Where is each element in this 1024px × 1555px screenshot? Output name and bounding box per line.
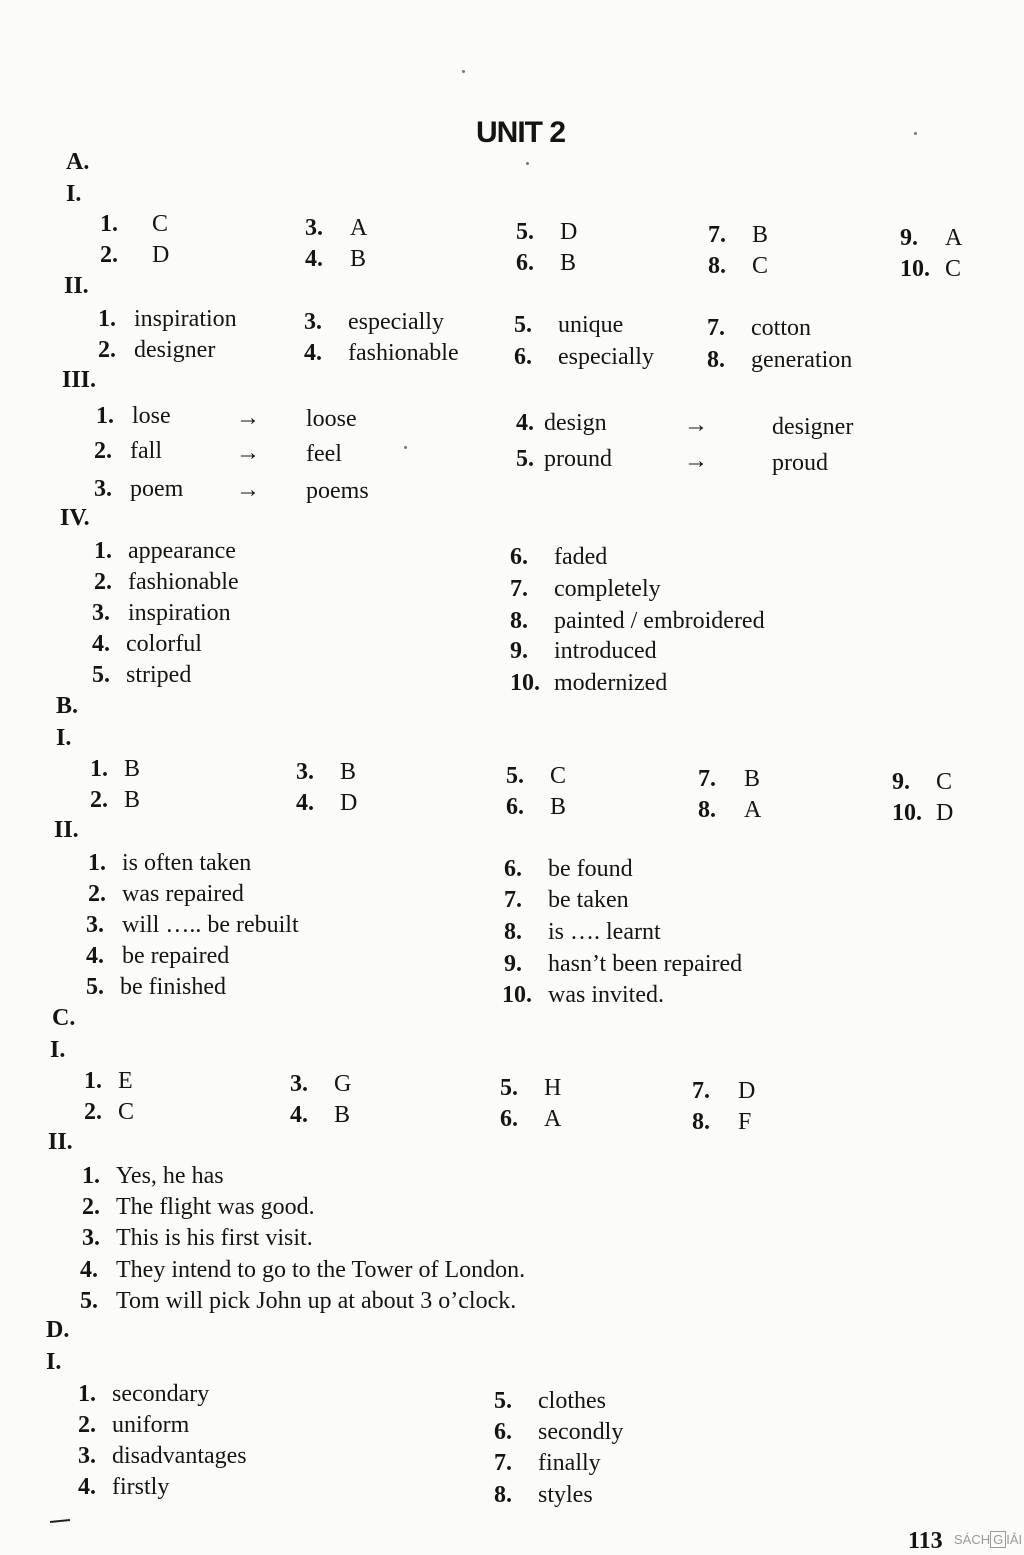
item-number: 2. xyxy=(98,337,116,363)
answer-text: proud xyxy=(772,450,828,476)
item-number: 8. xyxy=(707,347,725,373)
item-number: 8. xyxy=(504,919,522,945)
item-number: 1. xyxy=(84,1068,102,1094)
item-number: 3. xyxy=(94,476,112,502)
answer-text: B xyxy=(744,766,761,792)
item-number: 7. xyxy=(510,576,528,602)
item-number: 2. xyxy=(84,1099,102,1125)
answer-text: secondly xyxy=(538,1419,624,1445)
section-heading: II. xyxy=(48,1129,73,1155)
answer-text: inspiration xyxy=(128,600,231,626)
answer-text: striped xyxy=(126,662,192,688)
arrow-icon: → xyxy=(236,440,260,466)
section-heading: II. xyxy=(54,817,79,843)
item-number: 9. xyxy=(900,225,918,251)
item-number: 8. xyxy=(698,797,716,823)
answer-text: firstly xyxy=(112,1474,170,1500)
item-number: 6. xyxy=(494,1419,512,1445)
answer-text: be finished xyxy=(120,974,226,1000)
item-number: 1. xyxy=(78,1381,96,1407)
answer-text: is …. learnt xyxy=(548,919,661,945)
answer-text: C xyxy=(118,1099,135,1125)
item-number: 3. xyxy=(305,215,323,241)
answer-text: especially xyxy=(348,309,444,335)
item-number: 2. xyxy=(82,1194,100,1220)
answer-text: unique xyxy=(558,312,624,338)
item-number: 7. xyxy=(708,222,726,248)
item-number: 4. xyxy=(290,1102,308,1128)
answer-text: fall xyxy=(130,438,162,464)
item-number: 7. xyxy=(698,766,716,792)
answer-text: faded xyxy=(554,544,608,570)
item-number: 4. xyxy=(304,340,322,366)
scan-speck xyxy=(404,446,407,449)
answer-text: F xyxy=(738,1109,752,1135)
section-heading: IV. xyxy=(60,505,90,531)
answer-text: D xyxy=(738,1078,756,1104)
item-number: 6. xyxy=(506,794,524,820)
section-heading: III. xyxy=(62,367,97,393)
item-number: 1. xyxy=(90,756,108,782)
page-number: 113 xyxy=(908,1528,943,1554)
item-number: 6. xyxy=(504,856,522,882)
section-heading: D. xyxy=(46,1317,70,1343)
answer-text: appearance xyxy=(128,538,236,564)
answer-text: disadvantages xyxy=(112,1443,247,1469)
item-number: 2. xyxy=(100,242,118,268)
answer-text: colorful xyxy=(126,631,202,657)
answer-text: uniform xyxy=(112,1412,190,1438)
answer-text: finally xyxy=(538,1450,601,1476)
scan-speck xyxy=(462,70,465,73)
answer-text: C xyxy=(945,256,962,282)
item-number: 3. xyxy=(304,309,322,335)
answer-text: Yes, he has xyxy=(116,1163,224,1189)
answer-text: is often taken xyxy=(122,850,252,876)
item-number: 7. xyxy=(494,1450,512,1476)
item-number: 10. xyxy=(892,800,922,826)
answer-text: B xyxy=(124,787,141,813)
item-number: 1. xyxy=(100,211,118,237)
answer-text: D xyxy=(340,790,358,816)
answer-text: cotton xyxy=(751,315,811,341)
answer-text: completely xyxy=(554,576,661,602)
answer-text: C xyxy=(936,769,953,795)
answer-text: D xyxy=(936,800,954,826)
page-title: UNIT 2 xyxy=(476,116,566,149)
answer-text: A xyxy=(544,1106,562,1132)
answer-text: C xyxy=(752,253,769,279)
item-number: 1. xyxy=(98,306,116,332)
answer-text: The flight was good. xyxy=(116,1194,315,1220)
answer-text: C xyxy=(152,211,169,237)
watermark-box: G xyxy=(990,1531,1006,1548)
arrow-icon: → xyxy=(684,412,708,438)
section-heading: II. xyxy=(64,273,89,299)
item-number: 7. xyxy=(707,315,725,341)
answer-text: D xyxy=(152,242,170,268)
item-number: 5. xyxy=(494,1388,512,1414)
answer-text: be repaired xyxy=(122,943,230,969)
answer-text: painted / embroidered xyxy=(554,608,765,634)
item-number: 6. xyxy=(514,344,532,370)
answer-text: This is his first visit. xyxy=(116,1225,313,1251)
item-number: 6. xyxy=(510,544,528,570)
item-number: 3. xyxy=(86,912,104,938)
item-number: 4. xyxy=(516,410,534,436)
arrow-icon: → xyxy=(684,448,708,474)
item-number: 2. xyxy=(94,569,112,595)
answer-text: inspiration xyxy=(134,306,237,332)
answer-text: lose xyxy=(132,403,171,429)
answer-text: modernized xyxy=(554,670,668,696)
answer-text: design xyxy=(544,410,607,436)
answer-text: will ….. be rebuilt xyxy=(122,912,299,938)
margin-dash xyxy=(50,1519,70,1523)
item-number: 7. xyxy=(692,1078,710,1104)
answer-text: generation xyxy=(751,347,853,373)
item-number: 4. xyxy=(92,631,110,657)
answer-text: Tom will pick John up at about 3 o’clock. xyxy=(116,1288,517,1314)
item-number: 3. xyxy=(296,759,314,785)
item-number: 1. xyxy=(96,403,114,429)
answer-text: be taken xyxy=(548,887,629,913)
item-number: 4. xyxy=(305,246,323,272)
answer-text: loose xyxy=(306,406,357,432)
answer-text: H xyxy=(544,1075,562,1101)
answer-text: A xyxy=(350,215,368,241)
item-number: 4. xyxy=(78,1474,96,1500)
section-heading: I. xyxy=(56,725,72,751)
arrow-icon: → xyxy=(236,405,260,431)
answer-text: introduced xyxy=(554,638,657,664)
item-number: 9. xyxy=(504,951,522,977)
item-number: 1. xyxy=(94,538,112,564)
item-number: 5. xyxy=(92,662,110,688)
answer-text: fashionable xyxy=(128,569,239,595)
answer-text: especially xyxy=(558,344,654,370)
answer-text: secondary xyxy=(112,1381,210,1407)
section-heading: I. xyxy=(66,181,82,207)
item-number: 5. xyxy=(516,446,534,472)
section-heading: C. xyxy=(52,1005,76,1031)
answer-text: poem xyxy=(130,476,184,502)
section-heading: B. xyxy=(56,693,79,719)
item-number: 2. xyxy=(94,438,112,464)
item-number: 3. xyxy=(290,1071,308,1097)
answer-text: designer xyxy=(134,337,216,363)
watermark-text: SÁCH xyxy=(954,1532,991,1547)
answer-text: styles xyxy=(538,1482,593,1508)
answer-text: was repaired xyxy=(122,881,244,907)
watermark-tail: IẢI xyxy=(1006,1532,1023,1547)
item-number: 1. xyxy=(82,1163,100,1189)
watermark-logo xyxy=(954,1532,1022,1547)
answer-text: B xyxy=(350,246,367,272)
item-number: 4. xyxy=(296,790,314,816)
answer-text: designer xyxy=(772,414,854,440)
item-number: 2. xyxy=(78,1412,96,1438)
item-number: 10. xyxy=(510,670,540,696)
answer-text: poems xyxy=(306,478,369,504)
item-number: 5. xyxy=(86,974,104,1000)
item-number: 10. xyxy=(900,256,930,282)
scan-speck xyxy=(914,132,917,135)
item-number: 7. xyxy=(504,887,522,913)
item-number: 8. xyxy=(692,1109,710,1135)
answer-text: B xyxy=(334,1102,351,1128)
answer-text: B xyxy=(550,794,567,820)
section-heading: I. xyxy=(46,1349,62,1375)
item-number: 9. xyxy=(892,769,910,795)
answer-text: A xyxy=(744,797,762,823)
item-number: 4. xyxy=(86,943,104,969)
answer-text: was invited. xyxy=(548,982,664,1008)
item-number: 5. xyxy=(516,219,534,245)
answer-text: B xyxy=(124,756,141,782)
answer-text: C xyxy=(550,763,567,789)
item-number: 3. xyxy=(82,1225,100,1251)
answer-text: They intend to go to the Tower of London. xyxy=(116,1257,526,1283)
answer-text: G xyxy=(334,1071,352,1097)
item-number: 8. xyxy=(494,1482,512,1508)
section-heading: A. xyxy=(66,149,90,175)
answer-text: clothes xyxy=(538,1388,606,1414)
item-number: 9. xyxy=(510,638,528,664)
item-number: 10. xyxy=(502,982,532,1008)
item-number: 6. xyxy=(516,250,534,276)
answer-text: B xyxy=(340,759,357,785)
section-heading: I. xyxy=(50,1037,66,1063)
item-number: 5. xyxy=(500,1075,518,1101)
answer-text: E xyxy=(118,1068,133,1094)
answer-text: be found xyxy=(548,856,633,882)
answer-text: feel xyxy=(306,441,342,467)
answer-text: hasn’t been repaired xyxy=(548,951,743,977)
item-number: 5. xyxy=(514,312,532,338)
item-number: 5. xyxy=(506,763,524,789)
arrow-icon: → xyxy=(236,477,260,503)
item-number: 2. xyxy=(88,881,106,907)
item-number: 1. xyxy=(88,850,106,876)
scan-speck xyxy=(526,162,529,165)
item-number: 6. xyxy=(500,1106,518,1132)
answer-text: B xyxy=(752,222,769,248)
item-number: 5. xyxy=(80,1288,98,1314)
answer-text: D xyxy=(560,219,578,245)
item-number: 3. xyxy=(78,1443,96,1469)
item-number: 8. xyxy=(510,608,528,634)
item-number: 2. xyxy=(90,787,108,813)
item-number: 3. xyxy=(92,600,110,626)
answer-text: B xyxy=(560,250,577,276)
item-number: 8. xyxy=(708,253,726,279)
item-number: 4. xyxy=(80,1257,98,1283)
answer-text: fashionable xyxy=(348,340,459,366)
answer-text: pround xyxy=(544,446,612,472)
answer-text: A xyxy=(945,225,963,251)
